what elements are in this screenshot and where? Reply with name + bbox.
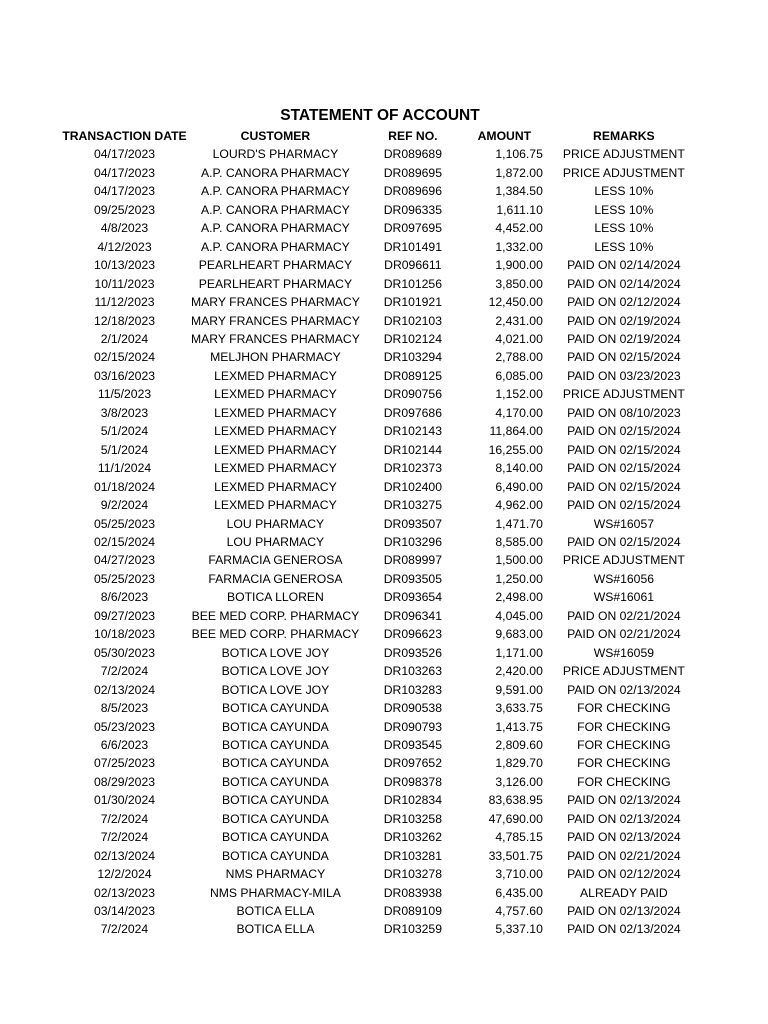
statement-table [58, 127, 705, 939]
cell-amount: 4,045.00 [495, 608, 543, 623]
cell-transaction-date: 11/1/2024 [97, 461, 152, 476]
cell-transaction-date: 10/18/2023 [94, 627, 155, 642]
cell-transaction-date: 01/30/2024 [94, 793, 155, 808]
cell-ref-no: DR103278 [383, 867, 442, 882]
cell-ref-no: DR103258 [383, 811, 442, 826]
cell-ref-no: DR102373 [383, 461, 442, 476]
cell-remarks: ALREADY PAID [580, 885, 668, 900]
header-row [58, 127, 705, 145]
cell-customer: NMS PHARMACY [225, 867, 326, 882]
cell-remarks: PAID ON 03/23/2023 [567, 368, 681, 383]
cell-ref-no: DR083938 [383, 885, 442, 900]
cell-customer: BOTICA LLOREN [227, 590, 324, 605]
table-row [58, 828, 705, 846]
cell-ref-no: DR089695 [383, 165, 442, 180]
cell-transaction-date: 7/2/2024 [100, 922, 149, 937]
cell-ref-no: DR103283 [383, 682, 442, 697]
cell-customer: LEXMED PHARMACY [214, 424, 337, 439]
header-transaction-date: TRANSACTION DATE [62, 129, 187, 143]
cell-amount: 6,435.00 [495, 885, 543, 900]
cell-remarks: PRICE ADJUSTMENT [562, 165, 685, 180]
cell-ref-no: DR097686 [383, 405, 442, 420]
cell-remarks: FOR CHECKING [577, 701, 671, 716]
cell-transaction-date: 02/13/2023 [94, 885, 155, 900]
cell-remarks: PAID ON 02/15/2024 [567, 534, 681, 549]
table-row [58, 201, 705, 219]
table-row [58, 625, 705, 643]
cell-ref-no: DR090756 [383, 387, 442, 402]
cell-amount: 6,490.00 [495, 479, 543, 494]
cell-ref-no: DR093545 [383, 737, 442, 752]
table-row [58, 441, 705, 459]
cell-amount: 8,585.00 [495, 534, 543, 549]
table-row [58, 459, 705, 477]
cell-amount: 1,471.70 [495, 516, 543, 531]
table-body [58, 145, 705, 938]
cell-customer: MELJHON PHARMACY [210, 350, 341, 365]
cell-ref-no: DR103281 [383, 848, 442, 863]
cell-transaction-date: 2/1/2024 [100, 331, 149, 346]
cell-ref-no: DR097695 [383, 221, 442, 236]
cell-customer: A.P. CANORA PHARMACY [201, 184, 350, 199]
table-row [58, 773, 705, 791]
cell-ref-no: DR093505 [383, 571, 442, 586]
cell-transaction-date: 05/25/2023 [94, 571, 155, 586]
cell-remarks: PAID ON 02/14/2024 [567, 276, 681, 291]
cell-customer: LEXMED PHARMACY [214, 442, 337, 457]
cell-amount: 8,140.00 [495, 461, 543, 476]
cell-transaction-date: 04/17/2023 [94, 165, 155, 180]
cell-remarks: WS#16057 [593, 516, 655, 531]
table-row [58, 884, 705, 902]
table-row [58, 736, 705, 754]
table-row [58, 681, 705, 699]
cell-customer: BOTICA CAYUNDA [222, 774, 329, 789]
cell-customer: LEXMED PHARMACY [214, 387, 337, 402]
cell-amount: 4,757.60 [495, 904, 543, 919]
cell-amount: 4,785.15 [495, 830, 543, 845]
cell-amount: 3,633.75 [495, 701, 543, 716]
cell-ref-no: DR089689 [383, 147, 442, 162]
cell-transaction-date: 4/8/2023 [100, 221, 149, 236]
table-row [58, 293, 705, 311]
cell-amount: 1,332.00 [495, 239, 543, 254]
cell-ref-no: DR093526 [383, 645, 442, 660]
cell-transaction-date: 04/27/2023 [94, 553, 155, 568]
table-row [58, 385, 705, 403]
cell-transaction-date: 04/17/2023 [94, 147, 155, 162]
header-ref-no: REF NO. [388, 129, 438, 143]
table-row [58, 533, 705, 551]
cell-transaction-date: 5/1/2024 [100, 442, 149, 457]
cell-amount: 3,126.00 [495, 774, 543, 789]
cell-remarks: FOR CHECKING [577, 774, 671, 789]
cell-transaction-date: 01/18/2024 [94, 479, 155, 494]
cell-amount: 1,413.75 [495, 719, 543, 734]
cell-customer: LEXMED PHARMACY [214, 498, 337, 513]
table-row [58, 662, 705, 680]
cell-transaction-date: 02/13/2024 [94, 848, 155, 863]
cell-transaction-date: 03/16/2023 [94, 368, 155, 383]
table-row [58, 256, 705, 274]
cell-transaction-date: 7/2/2024 [100, 830, 149, 845]
cell-ref-no: DR102834 [383, 793, 442, 808]
cell-transaction-date: 9/2/2024 [100, 498, 149, 513]
table-row [58, 607, 705, 625]
cell-transaction-date: 8/6/2023 [100, 590, 149, 605]
cell-amount: 1,152.00 [495, 387, 543, 402]
cell-amount: 2,498.00 [495, 590, 543, 605]
cell-ref-no: DR103263 [383, 664, 442, 679]
table-row [58, 551, 705, 569]
cell-amount: 1,872.00 [495, 165, 543, 180]
cell-ref-no: DR103296 [383, 534, 442, 549]
cell-ref-no: DR101491 [383, 239, 442, 254]
cell-customer: MARY FRANCES PHARMACY [191, 313, 360, 328]
table-row [58, 902, 705, 920]
table-row [58, 164, 705, 182]
cell-ref-no: DR096611 [384, 258, 442, 273]
cell-amount: 1,171.00 [495, 645, 543, 660]
cell-customer: LEXMED PHARMACY [214, 405, 337, 420]
table-row [58, 348, 705, 366]
cell-customer: BOTICA CAYUNDA [222, 701, 329, 716]
cell-remarks: PAID ON 02/12/2024 [567, 295, 681, 310]
table-row [58, 238, 705, 256]
cell-customer: BOTICA CAYUNDA [222, 830, 329, 845]
table-row [58, 515, 705, 533]
cell-remarks: PAID ON 02/15/2024 [567, 461, 681, 476]
cell-amount: 1,900.00 [495, 258, 543, 273]
table-row [58, 330, 705, 348]
cell-transaction-date: 11/5/2023 [97, 387, 152, 402]
cell-customer: PEARLHEART PHARMACY [198, 276, 353, 291]
table-row [58, 810, 705, 828]
cell-transaction-date: 03/14/2023 [94, 904, 155, 919]
cell-remarks: PAID ON 02/12/2024 [567, 867, 681, 882]
table-row [58, 865, 705, 883]
cell-customer: LEXMED PHARMACY [214, 368, 337, 383]
cell-amount: 2,809.60 [495, 737, 543, 752]
cell-transaction-date: 05/23/2023 [94, 719, 155, 734]
cell-remarks: WS#16059 [593, 645, 655, 660]
cell-remarks: PAID ON 02/21/2024 [567, 608, 681, 623]
cell-remarks: PAID ON 02/13/2024 [567, 904, 681, 919]
cell-customer: BOTICA CAYUNDA [222, 848, 329, 863]
cell-ref-no: DR096623 [383, 627, 442, 642]
cell-remarks: FOR CHECKING [577, 737, 671, 752]
cell-remarks: PAID ON 02/15/2024 [567, 498, 681, 513]
table-row [58, 588, 705, 606]
cell-ref-no: DR103275 [383, 498, 442, 513]
cell-ref-no: DR101921 [383, 295, 442, 310]
cell-remarks: PRICE ADJUSTMENT [562, 553, 685, 568]
table-row [58, 478, 705, 496]
cell-customer: LOU PHARMACY [226, 534, 325, 549]
table-row [58, 219, 705, 237]
cell-ref-no: DR096341 [383, 608, 442, 623]
cell-transaction-date: 4/12/2023 [97, 239, 152, 254]
cell-customer: A.P. CANORA PHARMACY [201, 239, 350, 254]
cell-ref-no: DR103259 [383, 922, 442, 937]
cell-ref-no: DR102400 [383, 479, 442, 494]
cell-remarks: LESS 10% [594, 184, 654, 199]
table-row [58, 644, 705, 662]
cell-amount: 1,250.00 [495, 571, 543, 586]
cell-transaction-date: 07/25/2023 [94, 756, 155, 771]
cell-remarks: PAID ON 02/14/2024 [567, 258, 681, 273]
cell-customer: NMS PHARMACY-MILA [209, 885, 341, 900]
cell-customer: LEXMED PHARMACY [214, 461, 337, 476]
cell-transaction-date: 02/15/2024 [94, 350, 155, 365]
cell-remarks: PAID ON 02/13/2024 [567, 811, 681, 826]
cell-transaction-date: 6/6/2023 [100, 737, 149, 752]
cell-customer: BEE MED CORP. PHARMACY [191, 608, 360, 623]
cell-amount: 1,829.70 [495, 756, 543, 771]
cell-remarks: PAID ON 02/15/2024 [567, 424, 681, 439]
cell-customer: A.P. CANORA PHARMACY [201, 202, 350, 217]
header-remarks: REMARKS [593, 129, 655, 143]
cell-ref-no: DR102124 [383, 331, 442, 346]
cell-customer: BOTICA CAYUNDA [222, 719, 329, 734]
table-row [58, 570, 705, 588]
cell-transaction-date: 11/12/2023 [94, 295, 155, 310]
cell-amount: 11,864.00 [489, 424, 543, 439]
cell-transaction-date: 7/2/2024 [100, 664, 149, 679]
cell-ref-no: DR102103 [383, 313, 442, 328]
cell-remarks: PAID ON 02/21/2024 [567, 627, 681, 642]
table-row [58, 754, 705, 772]
cell-transaction-date: 10/11/2023 [94, 276, 155, 291]
table-row [58, 422, 705, 440]
cell-amount: 33,501.75 [488, 848, 543, 863]
cell-remarks: PRICE ADJUSTMENT [562, 147, 685, 162]
cell-customer: BOTICA ELLA [236, 904, 315, 919]
cell-remarks: LESS 10% [594, 239, 654, 254]
cell-customer: BOTICA LOVE JOY [221, 682, 330, 697]
cell-remarks: PAID ON 02/15/2024 [567, 350, 681, 365]
cell-amount: 12,450.00 [488, 295, 543, 310]
cell-remarks: PAID ON 02/15/2024 [567, 442, 681, 457]
cell-customer: MARY FRANCES PHARMACY [191, 331, 360, 346]
cell-remarks: PRICE ADJUSTMENT [562, 387, 685, 402]
cell-customer: LOU PHARMACY [226, 516, 325, 531]
cell-transaction-date: 02/15/2024 [94, 534, 155, 549]
table-row [58, 367, 705, 385]
table-row [58, 496, 705, 514]
cell-customer: BOTICA CAYUNDA [222, 737, 329, 752]
cell-ref-no: DR090793 [383, 719, 442, 734]
header-amount: AMOUNT [477, 129, 532, 143]
cell-remarks: FOR CHECKING [577, 719, 671, 734]
cell-amount: 2,788.00 [495, 350, 543, 365]
table-row [58, 791, 705, 809]
cell-customer: LEXMED PHARMACY [214, 479, 337, 494]
cell-ref-no: DR089696 [383, 184, 442, 199]
cell-amount: 4,021.00 [495, 331, 543, 346]
cell-amount: 47,690.00 [488, 811, 543, 826]
cell-remarks: PAID ON 02/13/2024 [567, 922, 681, 937]
cell-remarks: PAID ON 02/21/2024 [567, 848, 681, 863]
cell-customer: BOTICA CAYUNDA [222, 793, 329, 808]
cell-customer: PEARLHEART PHARMACY [198, 258, 353, 273]
table-row [58, 145, 705, 163]
cell-transaction-date: 7/2/2024 [100, 811, 149, 826]
cell-amount: 83,638.95 [488, 793, 543, 808]
cell-amount: 3,710.00 [495, 867, 543, 882]
cell-transaction-date: 02/13/2024 [94, 682, 155, 697]
cell-ref-no: DR093507 [383, 516, 442, 531]
cell-amount: 9,591.00 [495, 682, 543, 697]
cell-ref-no: DR098378 [383, 774, 442, 789]
cell-transaction-date: 5/1/2024 [100, 424, 149, 439]
cell-remarks: WS#16056 [593, 571, 655, 586]
cell-ref-no: DR093654 [383, 590, 442, 605]
cell-ref-no: DR090538 [383, 701, 442, 716]
cell-amount: 1,106.75 [495, 147, 543, 162]
cell-remarks: PRICE ADJUSTMENT [562, 664, 685, 679]
cell-remarks: PAID ON 02/19/2024 [567, 313, 681, 328]
cell-customer: BOTICA ELLA [236, 922, 315, 937]
cell-amount: 4,452.00 [495, 221, 543, 236]
cell-amount: 5,337.10 [495, 922, 543, 937]
cell-transaction-date: 09/25/2023 [94, 202, 155, 217]
cell-transaction-date: 04/17/2023 [94, 184, 155, 199]
cell-amount: 16,255.00 [488, 442, 543, 457]
cell-customer: BOTICA LOVE JOY [221, 645, 330, 660]
cell-transaction-date: 3/8/2023 [100, 405, 149, 420]
header-customer: CUSTOMER [240, 129, 311, 143]
cell-transaction-date: 12/18/2023 [94, 313, 155, 328]
table-row [58, 718, 705, 736]
cell-customer: BOTICA CAYUNDA [222, 811, 329, 826]
table-row [58, 312, 705, 330]
cell-remarks: PAID ON 02/19/2024 [567, 331, 681, 346]
cell-remarks: WS#16061 [593, 590, 655, 605]
table-row [58, 275, 705, 293]
cell-customer: FARMACIA GENEROSA [208, 571, 343, 586]
cell-transaction-date: 09/27/2023 [94, 608, 155, 623]
cell-remarks: PAID ON 02/13/2024 [567, 830, 681, 845]
cell-remarks: LESS 10% [594, 221, 654, 236]
cell-ref-no: DR103294 [383, 350, 442, 365]
cell-amount: 4,962.00 [495, 498, 543, 513]
cell-ref-no: DR103262 [383, 830, 442, 845]
page-title: STATEMENT OF ACCOUNT [280, 107, 480, 124]
cell-amount: 2,420.00 [495, 664, 543, 679]
cell-ref-no: DR102143 [383, 424, 442, 439]
cell-amount: 1,384.50 [495, 184, 543, 199]
cell-customer: A.P. CANORA PHARMACY [201, 221, 350, 236]
cell-transaction-date: 12/2/2024 [97, 867, 152, 882]
cell-ref-no: DR097652 [383, 756, 442, 771]
cell-customer: BOTICA CAYUNDA [222, 756, 329, 771]
cell-amount: 4,170.00 [495, 405, 543, 420]
cell-customer: BOTICA LOVE JOY [221, 664, 330, 679]
cell-transaction-date: 05/30/2023 [94, 645, 155, 660]
cell-amount: 3,850.00 [495, 276, 543, 291]
cell-amount: 2,431.00 [495, 313, 543, 328]
table-row [58, 182, 705, 200]
cell-ref-no: DR089125 [383, 368, 442, 383]
cell-remarks: LESS 10% [594, 202, 654, 217]
cell-customer: BEE MED CORP. PHARMACY [191, 627, 360, 642]
cell-amount: 6,085.00 [495, 368, 543, 383]
cell-ref-no: DR096335 [383, 202, 442, 217]
table-row [58, 699, 705, 717]
cell-transaction-date: 10/13/2023 [94, 258, 155, 273]
cell-remarks: PAID ON 02/13/2024 [567, 682, 681, 697]
table-row [58, 920, 705, 938]
cell-transaction-date: 8/5/2023 [100, 701, 149, 716]
cell-amount: 9,683.00 [495, 627, 543, 642]
cell-ref-no: DR102144 [383, 442, 442, 457]
cell-amount: 1,611.10 [496, 202, 543, 217]
table-row [58, 847, 705, 865]
cell-remarks: FOR CHECKING [577, 756, 671, 771]
table-row [58, 404, 705, 422]
cell-ref-no: DR089997 [383, 553, 442, 568]
cell-ref-no: DR101256 [383, 276, 442, 291]
cell-remarks: PAID ON 08/10/2023 [567, 405, 681, 420]
cell-amount: 1,500.00 [495, 553, 543, 568]
cell-customer: MARY FRANCES PHARMACY [191, 295, 360, 310]
cell-customer: LOURD'S PHARMACY [212, 147, 339, 162]
cell-transaction-date: 05/25/2023 [94, 516, 155, 531]
cell-customer: FARMACIA GENEROSA [208, 553, 343, 568]
cell-transaction-date: 08/29/2023 [94, 774, 155, 789]
cell-ref-no: DR089109 [383, 904, 442, 919]
cell-remarks: PAID ON 02/13/2024 [567, 793, 681, 808]
cell-remarks: PAID ON 02/15/2024 [567, 479, 681, 494]
cell-customer: A.P. CANORA PHARMACY [201, 165, 350, 180]
